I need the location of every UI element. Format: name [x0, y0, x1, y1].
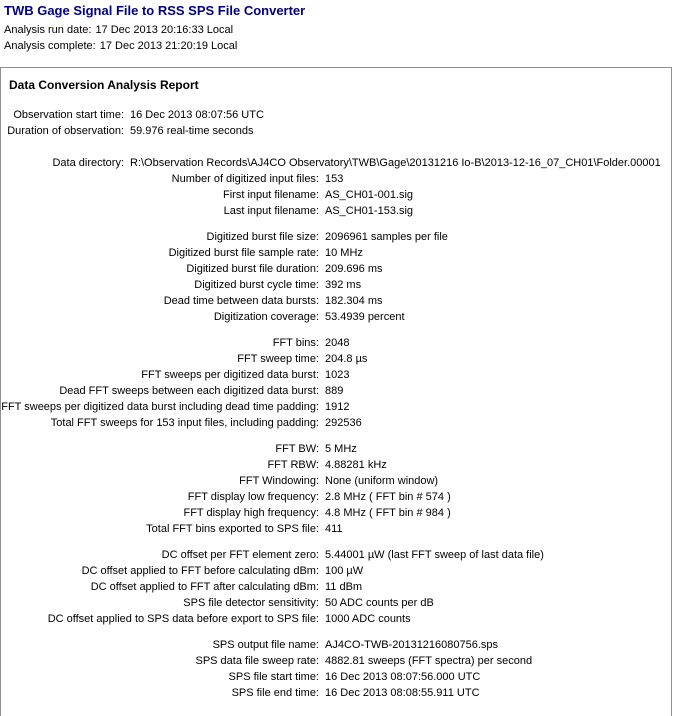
row-number-of-input-files — [1, 171, 671, 187]
report-panel — [0, 67, 672, 716]
row-value: 4.8 MHz ( FFT bin # 984 ) — [325, 507, 451, 519]
row-value: 411 — [325, 523, 343, 535]
row-value: 2.8 MHz ( FFT bin # 574 ) — [325, 491, 451, 503]
row-value: 4882.81 sweeps (FFT spectra) per second — [325, 655, 533, 667]
row-label: SPS file detector sensitivity: — [183, 597, 319, 609]
row-label: Dead FFT sweeps between each digitized data burst: — [59, 385, 319, 397]
row-label: FFT RBW: — [267, 459, 319, 471]
row-sps-file-end-time — [1, 685, 671, 701]
row-value: None (uniform window) — [325, 475, 439, 487]
row-sps-file-start-time — [1, 669, 671, 685]
row-label: DC offset applied to SPS data before export to SPS file: — [47, 613, 319, 625]
row-label: DC offset applied to FFT after calculating dBm: — [90, 581, 319, 593]
row-label: SPS data file sweep rate: — [195, 655, 319, 667]
row-value: 889 — [325, 385, 344, 397]
report-heading: Data Conversion Analysis Report — [9, 78, 199, 92]
analysis-complete-row — [4, 38, 673, 54]
row-label: Dead time between data bursts: — [163, 295, 319, 307]
row-label: SPS file start time: — [228, 671, 319, 683]
analysis-run-date-label: Analysis run date: — [4, 24, 92, 36]
row-value: 16 Dec 2013 08:07:56 UTC — [130, 109, 264, 121]
analysis-run-date-value: 17 Dec 2013 20:16:33 Local — [95, 24, 234, 36]
group-dc-offset — [1, 547, 671, 627]
row-label: DC offset applied to FFT before calculating dBm: — [81, 565, 319, 577]
row-label: First input filename: — [223, 189, 319, 201]
row-value: 10 MHz — [325, 247, 363, 259]
row-label: Number of digitized input files: — [171, 173, 319, 185]
row-dc-offset-after-dbm — [1, 579, 671, 595]
row-value: 209.696 ms — [325, 263, 383, 275]
row-fft-display-high-frequency — [1, 505, 671, 521]
row-burst-file-size — [1, 229, 671, 245]
row-fft-windowing — [1, 473, 671, 489]
row-label: FFT sweeps per digitized data burst including dead time padding: — [1, 401, 319, 413]
row-value: 153 — [325, 173, 344, 185]
row-sps-output-file-name — [1, 637, 671, 653]
row-fft-sweeps-per-burst — [1, 367, 671, 383]
row-label: FFT display low frequency: — [187, 491, 319, 503]
row-label: SPS output file name: — [212, 639, 319, 651]
row-dead-fft-sweeps — [1, 383, 671, 399]
row-label: Last input filename: — [223, 205, 319, 217]
row-label: FFT BW: — [275, 443, 319, 455]
row-digitization-coverage — [1, 309, 671, 325]
row-label: Total FFT sweeps for 153 input files, including padding: — [50, 417, 319, 429]
row-value: 53.4939 percent — [325, 311, 405, 323]
row-label: Duration of observation: — [7, 125, 124, 137]
row-value: 5.44001 µW (last FFT sweep of last data file) — [325, 549, 544, 561]
row-value: 1912 — [325, 401, 350, 413]
row-label: FFT display high frequency: — [183, 507, 319, 519]
row-value: 1000 ADC counts — [325, 613, 411, 625]
group-sps-output — [1, 637, 671, 701]
row-value: R:\Observation Records\AJ4CO Observatory\TWB\Gage\20131216 Io-B\2013-12-16_07_CH01\Folder.00001 — [130, 157, 661, 169]
row-value: 59.976 real-time seconds — [130, 125, 254, 137]
row-value: AJ4CO-TWB-20131216080756.sps — [325, 639, 499, 651]
group-observation — [1, 107, 671, 139]
row-dead-time-between-bursts — [1, 293, 671, 309]
row-sps-data-file-sweep-rate — [1, 653, 671, 669]
row-fft-bins — [1, 335, 671, 351]
group-input-files — [1, 155, 671, 219]
row-total-fft-bins-exported — [1, 521, 671, 537]
row-label: Digitized burst file sample rate: — [168, 247, 319, 259]
row-fft-rbw — [1, 457, 671, 473]
row-burst-sample-rate — [1, 245, 671, 261]
row-label: Digitization coverage: — [213, 311, 319, 323]
row-sps-detector-sensitivity — [1, 595, 671, 611]
row-value: 182.304 ms — [325, 295, 383, 307]
page-header — [0, 0, 673, 54]
row-total-fft-sweeps — [1, 415, 671, 431]
row-value: 292536 — [325, 417, 362, 429]
row-label: FFT sweeps per digitized data burst: — [141, 369, 319, 381]
row-fft-bw — [1, 441, 671, 457]
row-observation-start-time — [1, 107, 671, 123]
group-digitized-burst — [1, 229, 671, 325]
row-burst-cycle-time — [1, 277, 671, 293]
group-fft-frequency — [1, 441, 671, 537]
row-value: 4.88281 kHz — [325, 459, 387, 471]
row-label: FFT sweep time: — [237, 353, 319, 365]
analysis-run-date-row — [4, 22, 673, 38]
row-value: AS_CH01-153.sig — [325, 205, 414, 217]
row-dc-offset-element-zero — [1, 547, 671, 563]
row-fft-sweeps-with-padding — [1, 399, 671, 415]
row-dc-offset-sps-export — [1, 611, 671, 627]
row-fft-sweep-time — [1, 351, 671, 367]
row-value: 204.8 µs — [325, 353, 368, 365]
row-value: 16 Dec 2013 08:08:55.911 UTC — [325, 687, 480, 699]
row-value: 5 MHz — [325, 443, 357, 455]
row-value: 11 dBm — [325, 581, 363, 593]
row-value: 16 Dec 2013 08:07:56.000 UTC — [325, 671, 481, 683]
row-data-directory — [1, 155, 671, 171]
analysis-complete-value: 17 Dec 2013 21:20:19 Local — [99, 40, 238, 52]
row-value: 50 ADC counts per dB — [325, 597, 434, 609]
row-burst-file-duration — [1, 261, 671, 277]
row-value: 100 µW — [325, 565, 364, 577]
row-label: Digitized burst cycle time: — [194, 279, 319, 291]
row-label: Digitized burst file duration: — [186, 263, 319, 275]
page-title: TWB Gage Signal File to RSS SPS File Converter — [4, 3, 306, 18]
row-label: Total FFT bins exported to SPS file: — [146, 523, 319, 535]
group-fft-sweeps — [1, 335, 671, 431]
row-value: 2048 — [325, 337, 350, 349]
row-fft-display-low-frequency — [1, 489, 671, 505]
row-dc-offset-before-dbm — [1, 563, 671, 579]
row-value: 1023 — [325, 369, 350, 381]
row-label: Data directory: — [52, 157, 124, 169]
row-duration-of-observation — [1, 123, 671, 139]
row-value: AS_CH01-001.sig — [325, 189, 414, 201]
row-last-input-filename — [1, 203, 671, 219]
row-label: SPS file end time: — [231, 687, 319, 699]
row-label: Observation start time: — [13, 109, 124, 121]
row-label: DC offset per FFT element zero: — [161, 549, 319, 561]
row-label: Digitized burst file size: — [206, 231, 319, 243]
row-label: FFT Windowing: — [239, 475, 319, 487]
row-label: FFT bins: — [272, 337, 319, 349]
row-first-input-filename — [1, 187, 671, 203]
row-value: 392 ms — [325, 279, 362, 291]
analysis-complete-label: Analysis complete: — [4, 40, 96, 52]
row-value: 2096961 samples per file — [325, 231, 448, 243]
